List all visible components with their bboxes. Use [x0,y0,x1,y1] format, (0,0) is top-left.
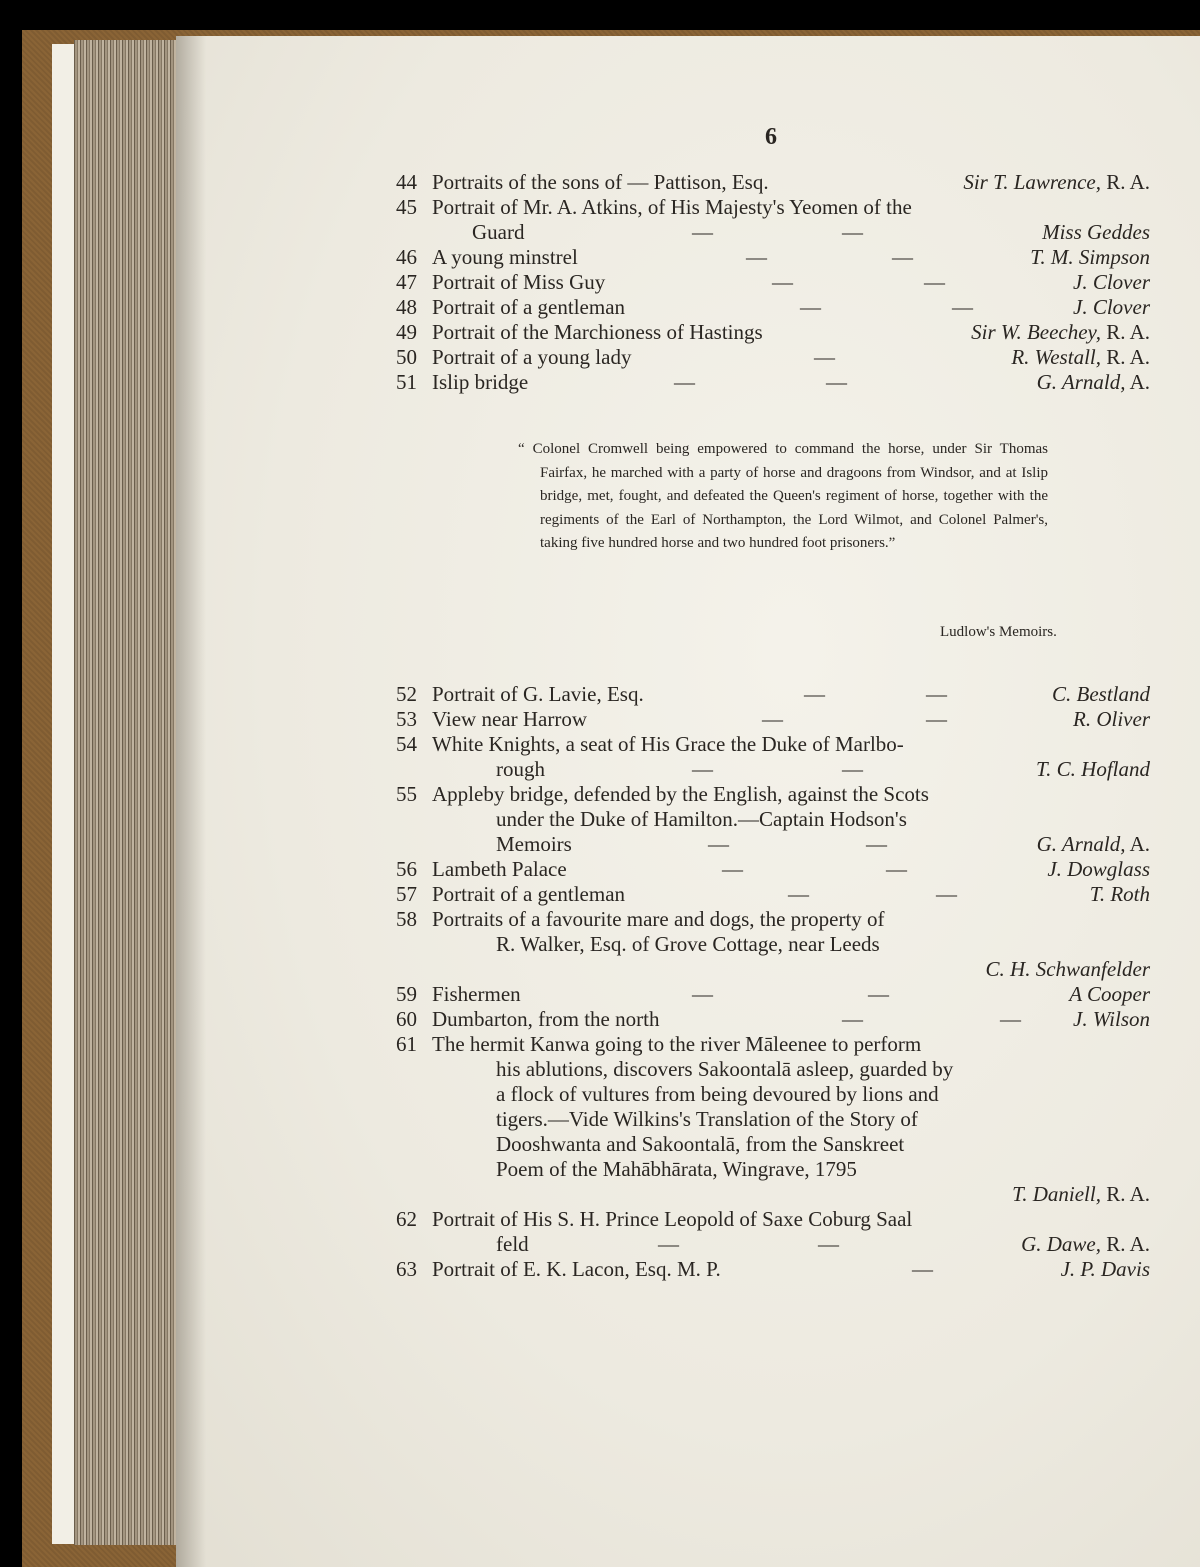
artist-name [1090,882,1150,907]
entry-title: Lambeth Palace [432,857,567,881]
entry-title: The hermit Kanwa going to the river Māleenee to perform [432,1032,922,1056]
leader-dash: — [926,682,947,706]
artist-name [1042,220,1150,245]
entry-number: 57 [396,882,417,906]
leader-dash: — [936,882,957,906]
artist-name-text: T. C. Hofland [1036,757,1150,781]
entry-47 [396,270,1156,295]
artist-suffix: R. A. [1100,170,1150,194]
leader-dash: — [826,370,847,394]
entry-title: Appleby bridge, defended by the English, against the Scots [432,782,929,806]
entry-number: 48 [396,295,417,319]
entry-61 [396,1032,1156,1207]
leader-dash: — [842,757,863,781]
artist-name-text: G. Arnald, [1036,370,1126,394]
artist-name-text: C. Bestland [1052,682,1150,706]
artist-suffix: A. [1125,832,1150,856]
artist-name-text: T. M. Simpson [1030,245,1150,269]
artist-name-text: J. Clover [1073,295,1150,319]
artist-name [1073,1007,1150,1032]
entry-title: Portrait of a gentleman [432,882,626,906]
artist-suffix: R. A. [1100,1182,1150,1206]
entry-title: Portrait of His S. H. Prince Leopold of Saxe Coburg Saal [432,1207,913,1231]
leader-dash: — [746,245,767,269]
entry-51 [396,370,1156,395]
artist-name-text: J. P. Davis [1060,1257,1150,1281]
entry-number: 58 [396,907,417,931]
artist-name-text: R. Oliver [1073,707,1150,731]
leader-dash: — [912,1257,933,1281]
entry-number: 44 [396,170,417,194]
entry-number: 59 [396,982,417,1006]
catalogue-entries-top [396,170,1156,395]
entry-title: White Knights, a seat of His Grace the Duke of Marlbo- [432,732,904,756]
entry-title: Fishermen [432,982,521,1006]
artist-name [963,170,1150,195]
entry-59 [396,982,1156,1007]
leader-dash: — [814,345,835,369]
entry-title-cont: tigers.—Vide Wilkins's Translation of the Story of [496,1107,918,1131]
entry-number: 55 [396,782,417,806]
artist-name-text: A Cooper [1069,982,1150,1006]
leader-dash: — [788,882,809,906]
artist-name [1021,1232,1150,1257]
entry-title: Portrait of the Marchioness of Hastings [432,320,763,344]
leader-dash: — [692,757,713,781]
page-edges [74,40,178,1545]
artist-name-text: T. Daniell, [1012,1182,1101,1206]
entry-number: 61 [396,1032,417,1056]
artist-suffix: R. A. [1100,320,1150,344]
leader-dash: — [658,1232,679,1256]
artist-name-text: C. H. Schwanfelder [985,957,1150,981]
artist-name [1073,295,1150,320]
entry-title: Portrait of Mr. A. Atkins, of His Majesty's Yeomen of the [432,195,912,219]
leader-dash: — [892,245,913,269]
entry-number: 46 [396,245,417,269]
entry-number: 47 [396,270,417,294]
leader-dash: — [886,857,907,881]
entry-title-cont: Memoirs [496,832,572,856]
artist-name [1061,1257,1150,1282]
artist-name [1073,270,1150,295]
entry-54 [396,732,1156,782]
entry-title-cont: rough [496,757,545,781]
book-spine-gap [52,44,74,1544]
artist-suffix: R. A. [1100,345,1150,369]
entry-title: Portrait of G. Lavie, Esq. [432,682,644,706]
artist-name-text: J. Dowglass [1047,857,1150,881]
artist-name [1037,832,1150,857]
entry-52 [396,682,1156,707]
leader-dash: — [804,682,825,706]
quotation-block [508,438,1048,556]
artist-name-text: G. Arnald, [1036,832,1126,856]
artist-name-text: J. Clover [1073,270,1150,294]
artist-name [1037,370,1150,395]
leader-dash: — [842,220,863,244]
artist-name [1073,707,1150,732]
leader-dash: — [952,295,973,319]
artist-name-text: T. Roth [1089,882,1150,906]
entry-57 [396,882,1156,907]
entry-title-cont: Guard [472,220,525,244]
entry-60 [396,1007,1156,1032]
entry-title-cont: Poem of the Mahābhārata, Wingrave, 1795 [496,1157,857,1181]
entry-number: 53 [396,707,417,731]
artist-name-text: Miss Geddes [1042,220,1150,244]
artist-name [1012,1182,1150,1207]
entry-title-cont: under the Duke of Hamilton.—Captain Hodson's [496,807,907,831]
entry-title: A young minstrel [432,245,578,269]
entry-58 [396,907,1156,982]
entry-number: 52 [396,682,417,706]
entry-title-cont: Dooshwanta and Sakoontalā, from the Sanskreet [496,1132,905,1156]
page-number: 6 [765,124,777,150]
entry-62 [396,1207,1156,1257]
entry-title: Portrait of a gentleman [432,295,626,319]
entry-number: 50 [396,345,417,369]
entry-45 [396,195,1156,245]
artist-name-text: Sir T. Lawrence, [963,170,1101,194]
entry-number: 45 [396,195,417,219]
entry-number: 49 [396,320,417,344]
entry-number: 60 [396,1007,417,1031]
entry-number: 62 [396,1207,417,1231]
leader-dash: — [818,1232,839,1256]
entry-title: Portrait of Miss Guy [432,270,606,294]
entry-number: 51 [396,370,417,394]
entry-title: Portraits of the sons of — Pattison, Esq. [432,170,769,194]
artist-name [1036,757,1150,782]
artist-name [971,320,1150,345]
leader-dash: — [868,982,889,1006]
entry-title-cont: feld [496,1232,529,1256]
quotation-source: Ludlow's Memoirs. [940,624,1057,640]
leader-dash: — [762,707,783,731]
entry-56 [396,857,1156,882]
artist-name [1052,682,1150,707]
entry-title-cont: R. Walker, Esq. of Grove Cottage, near Leeds [496,932,880,956]
artist-name-text: J. Wilson [1073,1007,1150,1031]
entry-49 [396,320,1156,345]
leader-dash: — [722,857,743,881]
entry-number: 63 [396,1257,417,1281]
leader-dash: — [772,270,793,294]
entry-title-cont: his ablutions, discovers Sakoontalā asleep, guarded by [496,1057,954,1081]
leader-dash: — [692,982,713,1006]
entry-number: 56 [396,857,417,881]
leader-dash: — [924,270,945,294]
gutter-shadow [176,36,206,1567]
entry-title: Islip bridge [432,370,529,394]
entry-title: Portraits of a favourite mare and dogs, the property of [432,907,885,931]
entry-title: View near Harrow [432,707,587,731]
leader-dash: — [708,832,729,856]
artist-suffix: A. [1125,370,1150,394]
artist-suffix: R. A. [1100,1232,1150,1256]
entry-50 [396,345,1156,370]
entry-44 [396,170,1156,195]
leader-dash: — [842,1007,863,1031]
quotation-text: “ Colonel Cromwell being empowered to command the horse, under Sir Thomas Fairfax, he marched with a party of horse and dragoons from Windsor, and at Islip bridge, met, fought, and defeated the Queen's regiment of horse, together with the regiments of the Earl of Northampton, the Lord Wilmot, and Colonel Palmer's, taking five hundred horse and two hundred foot prisoners.” [518,441,1048,551]
entry-63 [396,1257,1156,1282]
artist-name [986,957,1150,982]
entry-55 [396,782,1156,857]
artist-name [1011,345,1150,370]
entry-title: Dumbarton, from the north [432,1007,660,1031]
entry-title: Portrait of E. K. Lacon, Esq. M. P. [432,1257,721,1281]
entry-title: Portrait of a young lady [432,345,632,369]
catalogue-entries-bottom [396,682,1156,1282]
artist-name-text: R. Westall, [1011,345,1101,369]
artist-name [1047,857,1150,882]
artist-name [1030,245,1150,270]
leader-dash: — [674,370,695,394]
artist-name [1069,982,1150,1007]
entry-title-cont: a flock of vultures from being devoured by lions and [496,1082,939,1106]
entry-46 [396,245,1156,270]
leader-dash: — [692,220,713,244]
leader-dash: — [926,707,947,731]
entry-53 [396,707,1156,732]
entry-48 [396,295,1156,320]
entry-number: 54 [396,732,417,756]
leader-dash: — [800,295,821,319]
artist-name-text: G. Dawe, [1021,1232,1101,1256]
artist-name-text: Sir W. Beechey, [971,320,1101,344]
leader-dash: — [1000,1007,1021,1031]
leader-dash: — [866,832,887,856]
